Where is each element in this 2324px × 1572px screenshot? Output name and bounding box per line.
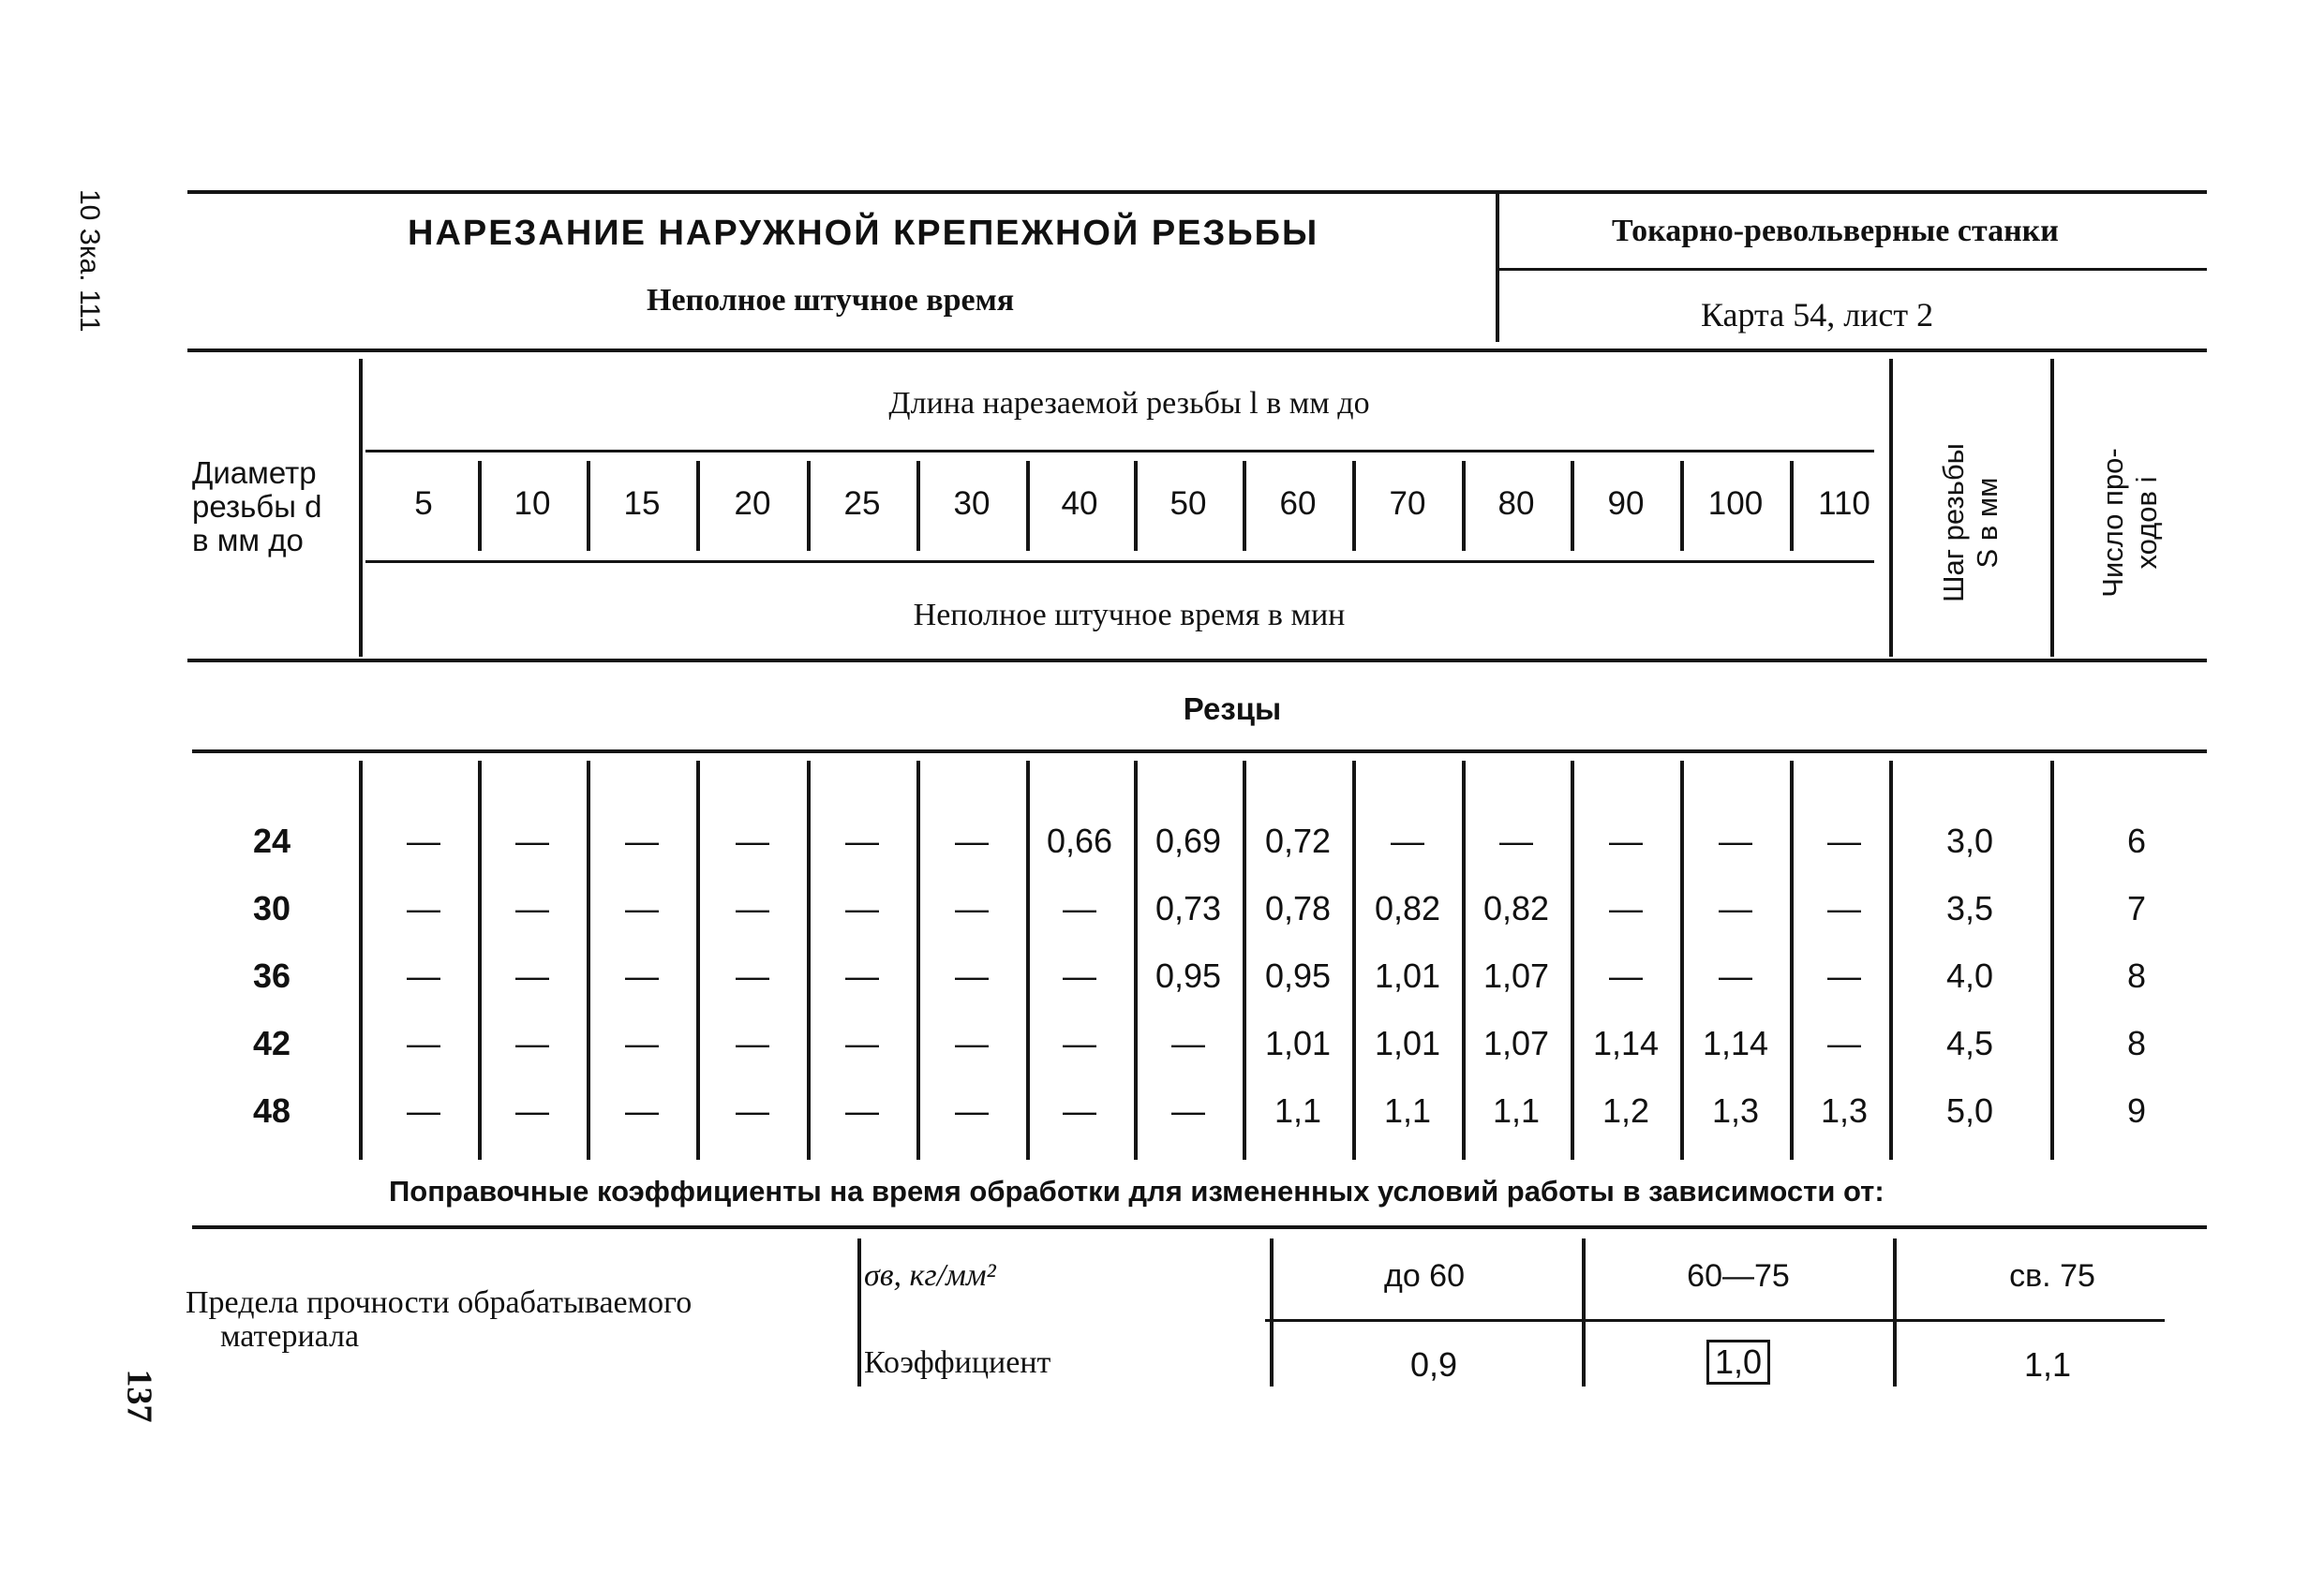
time-cell: — <box>1063 1024 1096 1062</box>
body-column-rule <box>478 761 482 1160</box>
time-cell: — <box>1063 889 1096 927</box>
time-cell: — <box>736 957 769 995</box>
length-bottom-rule <box>365 560 1874 563</box>
time-cell: — <box>1171 1024 1205 1062</box>
length-value: 5 <box>414 485 433 522</box>
length-separator <box>696 461 700 551</box>
body-column-rule <box>1134 761 1138 1160</box>
time-cell: — <box>736 1091 769 1130</box>
time-cell: — <box>407 1024 440 1062</box>
time-cell: — <box>1499 822 1533 860</box>
row-diameter: 48 <box>252 1091 291 1130</box>
row-diameter: 36 <box>252 957 291 995</box>
row-pitch: 3,0 <box>1945 822 1994 860</box>
body-column-rule <box>1462 761 1466 1160</box>
length-value: 110 <box>1818 485 1870 522</box>
body-column-rule <box>807 761 811 1160</box>
length-value: 20 <box>734 485 771 522</box>
time-cell: 1,01 <box>1374 957 1441 995</box>
time-cell: — <box>845 889 879 927</box>
time-cell: — <box>955 1024 989 1062</box>
body-column-rule <box>587 761 590 1160</box>
coefficient-label: Коэффициент <box>864 1345 1051 1380</box>
diameter-label-2: резьбы d <box>192 489 322 524</box>
corrections-col-rule-3 <box>1893 1238 1897 1387</box>
time-cell: 1,3 <box>1711 1091 1760 1130</box>
body-column-rule <box>1790 761 1794 1160</box>
factor-label-2: материала <box>220 1319 360 1354</box>
passes-header-line-2: ходов i <box>2130 476 2163 570</box>
header-bottom-rule <box>187 349 2207 352</box>
corrections-col-rule-2 <box>1582 1238 1586 1387</box>
time-cell: — <box>407 957 440 995</box>
corrections-mid-rule <box>1265 1319 2165 1322</box>
row-pitch: 5,0 <box>1945 1091 1994 1130</box>
time-cell: — <box>625 1024 659 1062</box>
length-value: 25 <box>843 485 881 522</box>
length-value: 90 <box>1607 485 1645 522</box>
top-rule <box>187 190 2207 194</box>
time-cell: — <box>1827 822 1861 860</box>
length-separator <box>1134 461 1138 551</box>
row-diameter: 24 <box>252 822 291 860</box>
time-cell: 1,01 <box>1264 1024 1332 1062</box>
time-cell: — <box>515 957 549 995</box>
pitch-header-right-rule <box>2050 359 2054 657</box>
length-separator <box>587 461 590 551</box>
time-cell: — <box>845 1024 879 1062</box>
time-cell: — <box>1609 957 1643 995</box>
row-passes: 7 <box>2126 889 2147 927</box>
length-separator <box>807 461 811 551</box>
header-col-diameter-rule <box>359 359 363 657</box>
row-passes: 6 <box>2126 822 2147 860</box>
time-cell: — <box>1063 957 1096 995</box>
page-number: 137 <box>119 1369 159 1423</box>
length-header-rule <box>365 450 1874 452</box>
body-column-rule <box>1571 761 1574 1160</box>
doc-subtitle: Неполное штучное время <box>647 283 1015 318</box>
length-separator <box>478 461 482 551</box>
time-cell: — <box>845 822 879 860</box>
length-separator <box>1571 461 1574 551</box>
row-pitch: 4,5 <box>1945 1024 1994 1062</box>
time-cell: — <box>1827 889 1861 927</box>
time-cell: — <box>1827 1024 1861 1062</box>
time-cell: — <box>1827 957 1861 995</box>
row-diameter: 42 <box>252 1024 291 1062</box>
time-cell: 1,07 <box>1482 1024 1550 1062</box>
time-cell: — <box>1719 889 1752 927</box>
time-cell: — <box>407 822 440 860</box>
time-cell: 0,72 <box>1264 822 1332 860</box>
row-passes: 8 <box>2126 1024 2147 1062</box>
time-cell: — <box>1719 822 1752 860</box>
coef-1: 0,9 <box>1409 1345 1458 1384</box>
length-value: 50 <box>1169 485 1207 522</box>
length-separator <box>1352 461 1356 551</box>
time-header: Неполное штучное время в мин <box>913 598 1346 632</box>
time-cell: — <box>1609 822 1643 860</box>
time-cell: — <box>1609 889 1643 927</box>
length-separator <box>1790 461 1794 551</box>
length-header: Длина нарезаемой резьбы l в мм до <box>888 386 1370 421</box>
corrections-top-rule <box>192 1225 2207 1229</box>
time-cell: — <box>515 822 549 860</box>
time-cell: — <box>407 889 440 927</box>
body-column-rule <box>1243 761 1246 1160</box>
corrections-label-rule <box>857 1238 861 1387</box>
length-value: 70 <box>1389 485 1426 522</box>
margin-note: 10 Зка. 111 <box>74 189 105 333</box>
time-cell: — <box>955 1091 989 1130</box>
time-cell: — <box>955 889 989 927</box>
range-2: 60—75 <box>1687 1258 1790 1294</box>
length-value: 10 <box>514 485 551 522</box>
time-cell: — <box>845 1091 879 1130</box>
length-separator <box>1680 461 1684 551</box>
time-cell: 1,1 <box>1492 1091 1541 1130</box>
time-cell: — <box>1063 1091 1096 1130</box>
time-cell: 0,95 <box>1264 957 1332 995</box>
length-value: 60 <box>1279 485 1317 522</box>
pitch-header-line-2: S в мм <box>1971 477 2004 569</box>
time-cell: — <box>515 889 549 927</box>
header-divider <box>1496 192 1499 342</box>
coef-3: 1,1 <box>2023 1345 2072 1384</box>
body-column-rule <box>1680 761 1684 1160</box>
pitch-header <box>1937 410 2008 635</box>
time-cell: 0,95 <box>1155 957 1222 995</box>
time-cell: — <box>1719 957 1752 995</box>
length-separator <box>1026 461 1030 551</box>
length-value: 40 <box>1061 485 1098 522</box>
pitch-header-line-1: Шаг резьбы <box>1937 443 1970 602</box>
length-value: 30 <box>953 485 991 522</box>
section-bottom-rule <box>192 749 2207 753</box>
time-cell: — <box>955 822 989 860</box>
row-passes: 9 <box>2126 1091 2147 1130</box>
length-separator <box>916 461 920 551</box>
length-separator <box>1462 461 1466 551</box>
time-cell: 0,78 <box>1264 889 1332 927</box>
time-cell: — <box>515 1024 549 1062</box>
strength-label: σв, кг/мм² <box>864 1258 996 1293</box>
time-cell: — <box>1171 1091 1205 1130</box>
column-header-bottom-rule <box>187 659 2207 662</box>
machine-type: Токарно-револьверные станки <box>1612 214 2059 248</box>
body-column-rule <box>359 761 363 1160</box>
passes-header-line-1: Число про- <box>2096 448 2129 598</box>
time-cell: — <box>625 889 659 927</box>
corrections-col-rule-1 <box>1270 1238 1274 1387</box>
row-pitch: 3,5 <box>1945 889 1994 927</box>
passes-header <box>2096 410 2168 635</box>
corrections-title: Поправочные коэффициенты на время обработки для измененных условий работы в зависимости от: <box>389 1175 1885 1208</box>
pitch-header-left-rule <box>1889 359 1893 657</box>
time-cell: 1,14 <box>1702 1024 1769 1062</box>
time-cell: 1,2 <box>1601 1091 1650 1130</box>
body-column-rule <box>696 761 700 1160</box>
time-cell: — <box>955 957 989 995</box>
factor-label-1: Предела прочности обрабатываемого <box>186 1285 693 1320</box>
diameter-label-1: Диаметр <box>192 455 317 490</box>
diameter-label-3: в мм до <box>192 523 304 557</box>
time-cell: 1,07 <box>1482 957 1550 995</box>
time-cell: — <box>407 1091 440 1130</box>
time-cell: — <box>736 889 769 927</box>
time-cell: 0,82 <box>1482 889 1550 927</box>
length-value: 80 <box>1497 485 1535 522</box>
range-1: до 60 <box>1383 1258 1466 1294</box>
time-cell: 0,82 <box>1374 889 1441 927</box>
doc-title: НАРЕЗАНИЕ НАРУЖНОЙ КРЕПЕЖНОЙ РЕЗЬБЫ <box>408 214 1319 253</box>
time-cell: 0,66 <box>1046 822 1113 860</box>
coef-2-boxed: 1,0 <box>1706 1340 1770 1385</box>
body-column-rule <box>1026 761 1030 1160</box>
time-cell: 0,69 <box>1155 822 1222 860</box>
card-number: Карта 54, лист 2 <box>1701 296 1934 334</box>
time-cell: 1,1 <box>1274 1091 1322 1130</box>
time-cell: 1,1 <box>1383 1091 1432 1130</box>
time-cell: — <box>625 822 659 860</box>
time-cell: — <box>736 1024 769 1062</box>
time-cell: 0,73 <box>1155 889 1222 927</box>
time-cell: — <box>625 1091 659 1130</box>
time-cell: 1,14 <box>1592 1024 1660 1062</box>
row-passes: 8 <box>2126 957 2147 995</box>
body-column-rule <box>1352 761 1356 1160</box>
length-separator <box>1243 461 1246 551</box>
header-inner-rule <box>1499 268 2207 271</box>
time-cell: — <box>1391 822 1424 860</box>
row-pitch: 4,0 <box>1945 957 1994 995</box>
time-cell: — <box>625 957 659 995</box>
row-diameter: 30 <box>252 889 291 927</box>
time-cell: 1,3 <box>1820 1091 1869 1130</box>
length-value: 15 <box>623 485 661 522</box>
range-3: св. 75 <box>2009 1258 2095 1294</box>
time-cell: — <box>845 957 879 995</box>
body-column-rule <box>2050 761 2054 1160</box>
time-cell: 1,01 <box>1374 1024 1441 1062</box>
time-cell: — <box>515 1091 549 1130</box>
time-cell: — <box>736 822 769 860</box>
body-column-rule <box>916 761 920 1160</box>
length-value: 100 <box>1707 485 1764 522</box>
section-title: Резцы <box>1183 691 1282 726</box>
body-column-rule <box>1889 761 1893 1160</box>
